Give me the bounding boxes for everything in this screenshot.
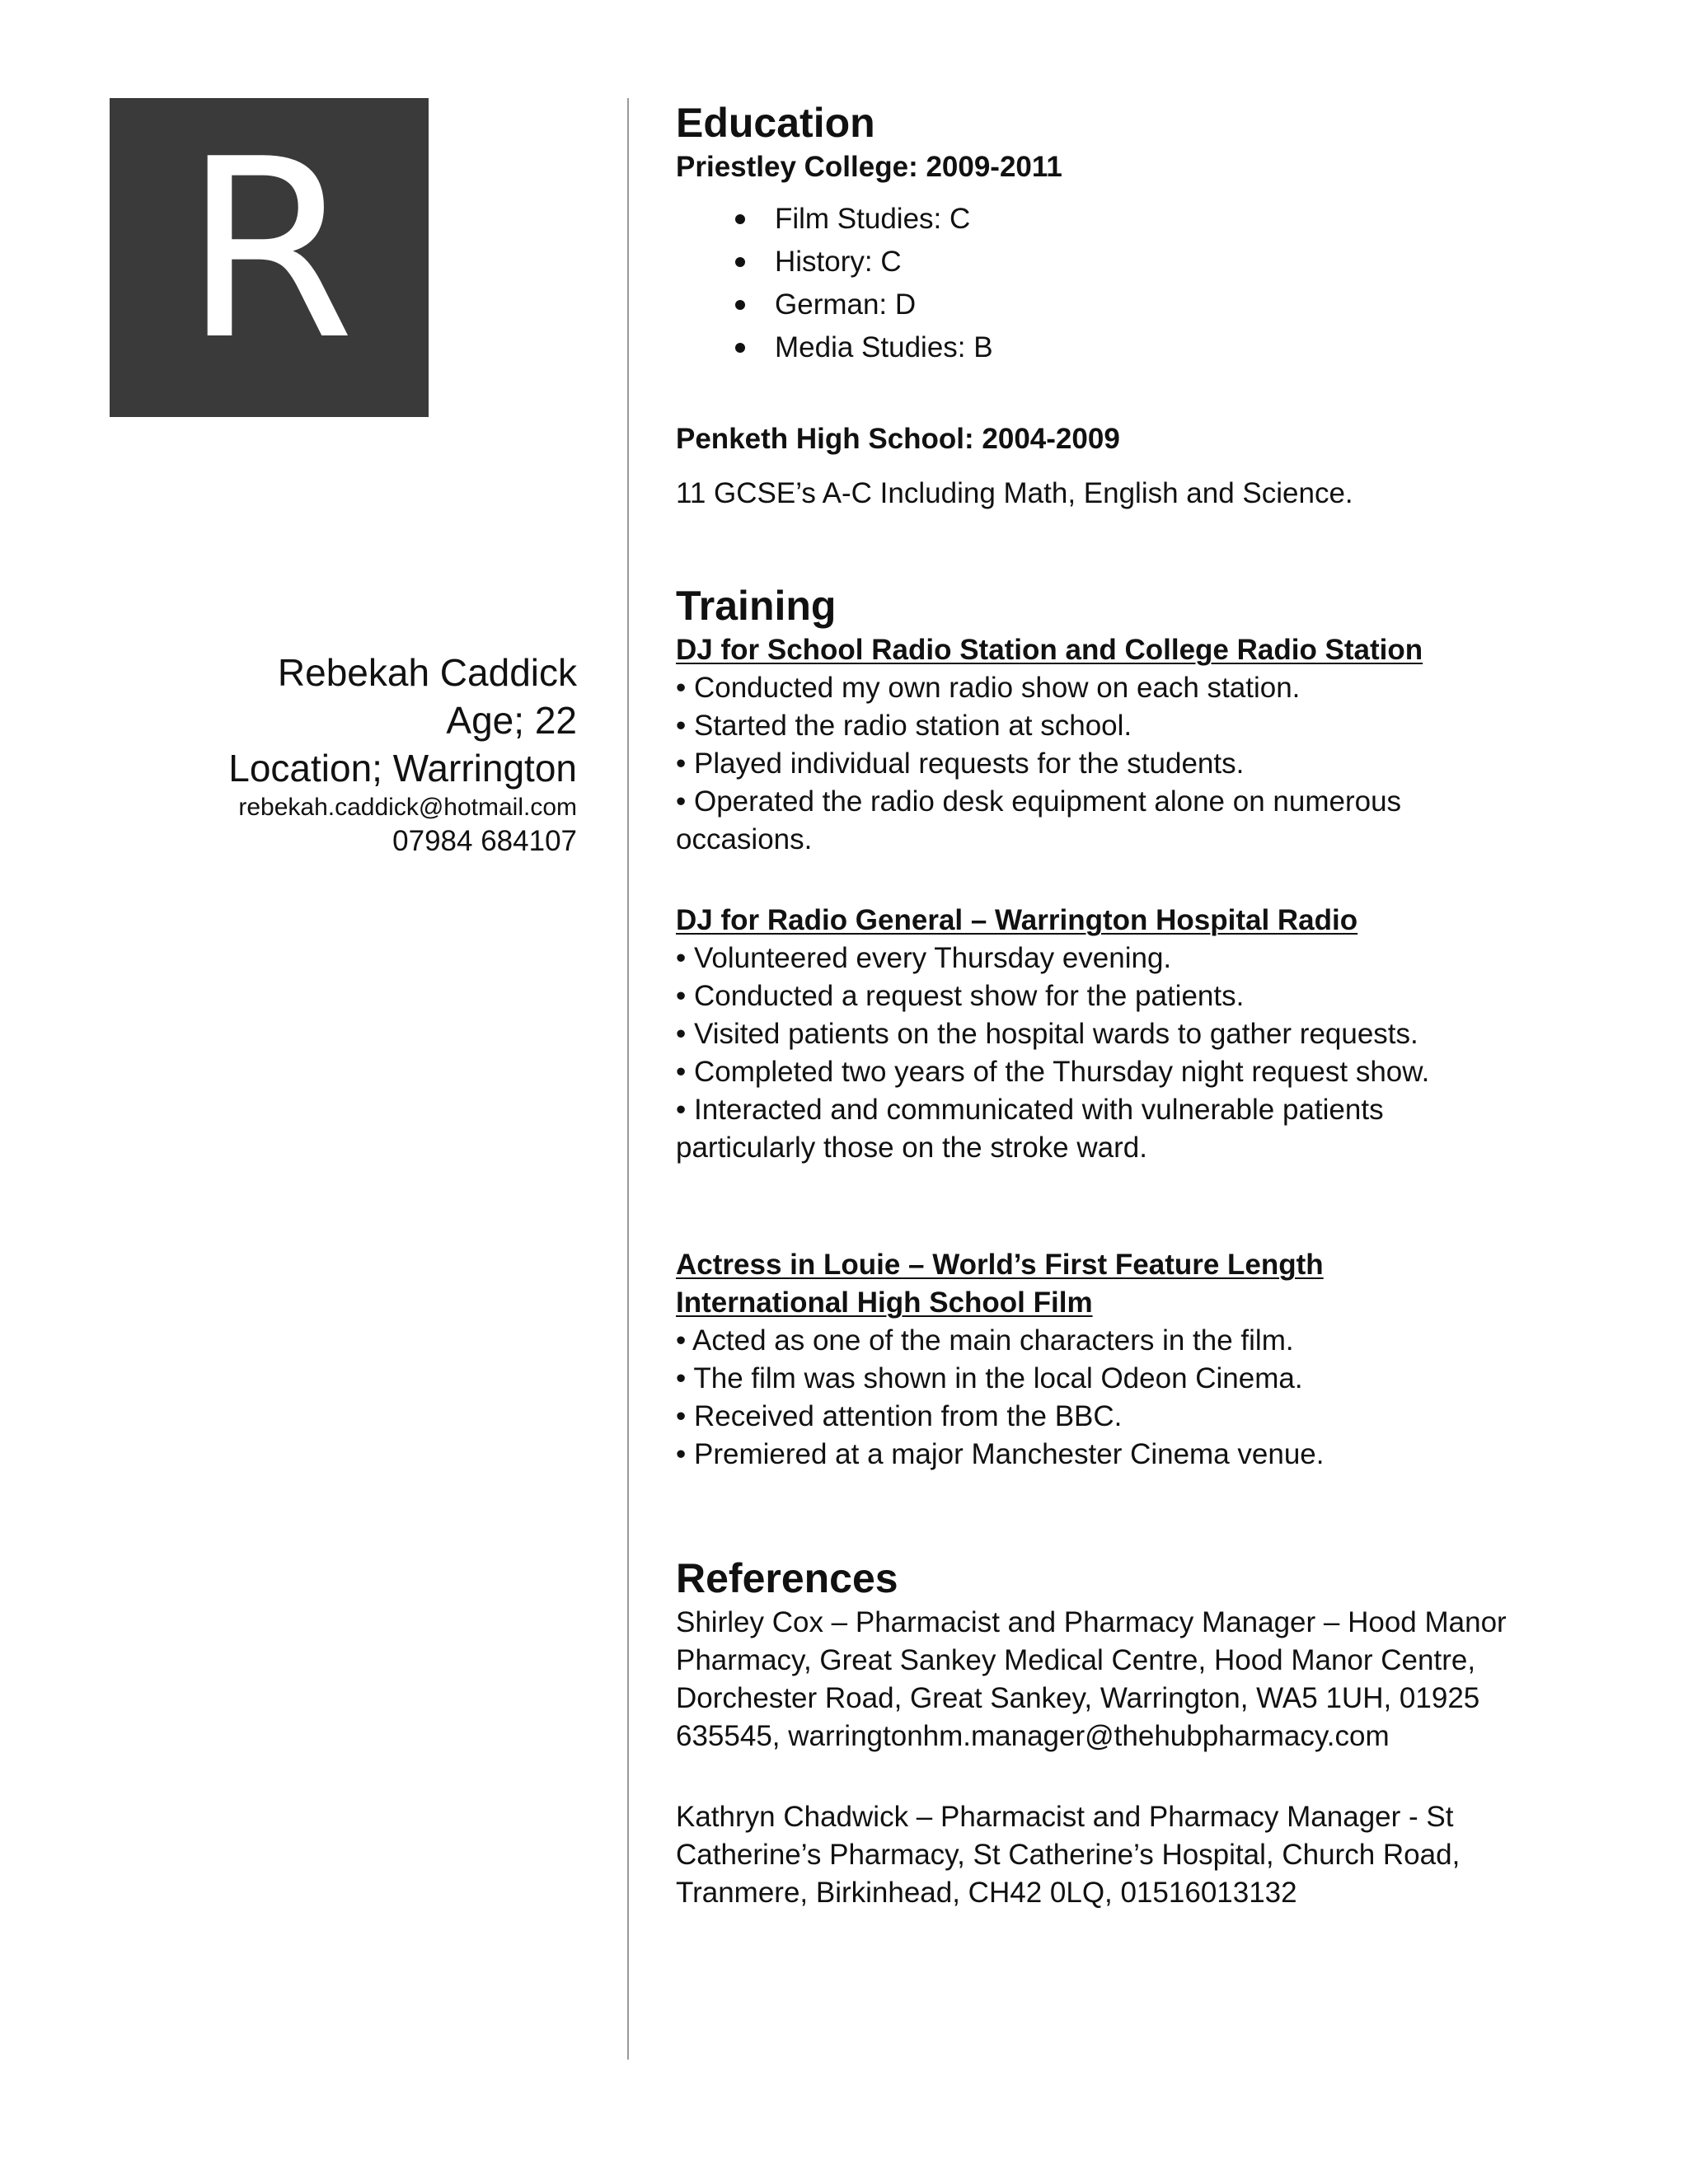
reference-line: Shirley Cox – Pharmacist and Pharmacy Manager – Hood Manor [676,1606,1507,1638]
contact-block [66,649,577,860]
training-heading: DJ for Radio General – Warrington Hospital Radio [676,904,1358,936]
training-line: • Operated the radio desk equipment alone on numerous [676,785,1402,818]
training-entry [676,902,1599,1167]
training-title: Training [676,583,837,629]
contact-age: Age; 22 [446,699,577,742]
education-title: Education [676,100,875,146]
main-column [676,97,1599,1912]
training-line: • Premiered at a major Manchester Cinema venue. [676,1438,1325,1470]
training-line: occasions. [676,823,813,855]
subject-item: History: C [676,241,1599,284]
contact-email: rebekah.caddick@hotmail.com [238,794,577,821]
monogram-letter: R [183,105,355,394]
training-line: • Received attention from the BBC. [676,1400,1123,1432]
training-line: • The film was shown in the local Odeon Cinema. [676,1362,1303,1394]
training-line: • Started the radio station at school. [676,710,1132,742]
references-section [676,1553,1599,1912]
subject-item: Film Studies: C [676,198,1599,241]
school-detail: 11 GCSE’s A-C Including Math, English and Science. [676,477,1353,509]
training-line: • Played individual requests for the students. [676,748,1245,780]
school-heading: Penketh High School: 2004-2009 [676,423,1120,455]
training-entry [676,1246,1599,1474]
training-line: • Visited patients on the hospital wards to gather requests. [676,1018,1418,1050]
reference-line: Dorchester Road, Great Sankey, Warrington, WA5 1UH, 01925 [676,1682,1480,1714]
reference-line: 635545, warringtonhm.manager@thehubpharmacy.com [676,1720,1390,1752]
training-heading: Actress in Louie – World’s First Feature Length [676,1249,1324,1281]
training-heading: International High School Film [676,1286,1093,1319]
reference-line: Pharmacy, Great Sankey Medical Centre, Hood Manor Centre, [676,1644,1476,1676]
monogram-block [110,98,429,417]
training-line: • Conducted a request show for the patients. [676,980,1245,1012]
training-section [676,580,1599,1474]
training-line: • Volunteered every Thursday evening. [676,942,1172,974]
training-entry [676,631,1599,859]
contact-phone: 07984 684107 [392,825,577,857]
vertical-divider [627,98,629,2060]
subject-item: German: D [676,284,1599,326]
reference-entry [676,1798,1599,1912]
college-subjects-list [676,198,1599,369]
training-line: particularly those on the stroke ward. [676,1132,1147,1164]
references-title: References [676,1555,898,1601]
reference-line: Catherine’s Pharmacy, St Catherine’s Hospital, Church Road, [676,1839,1461,1871]
college-heading: Priestley College: 2009-2011 [676,151,1062,183]
training-line: • Interacted and communicated with vulnerable patients [676,1094,1384,1126]
reference-entry [676,1604,1599,1755]
contact-name: Rebekah Caddick [277,651,577,694]
training-line: • Acted as one of the main characters in the film. [676,1324,1294,1357]
contact-location: Location; Warrington [228,747,577,790]
reference-line: Kathryn Chadwick – Pharmacist and Pharmacy Manager - St [676,1801,1454,1833]
reference-line: Tranmere, Birkinhead, CH42 0LQ, 01516013132 [676,1877,1297,1909]
training-line: • Completed two years of the Thursday night request show. [676,1056,1430,1088]
training-heading: DJ for School Radio Station and College Radio Station [676,634,1423,666]
training-line: • Conducted my own radio show on each station. [676,672,1301,704]
subject-item: Media Studies: B [676,326,1599,369]
education-section [676,97,1599,513]
